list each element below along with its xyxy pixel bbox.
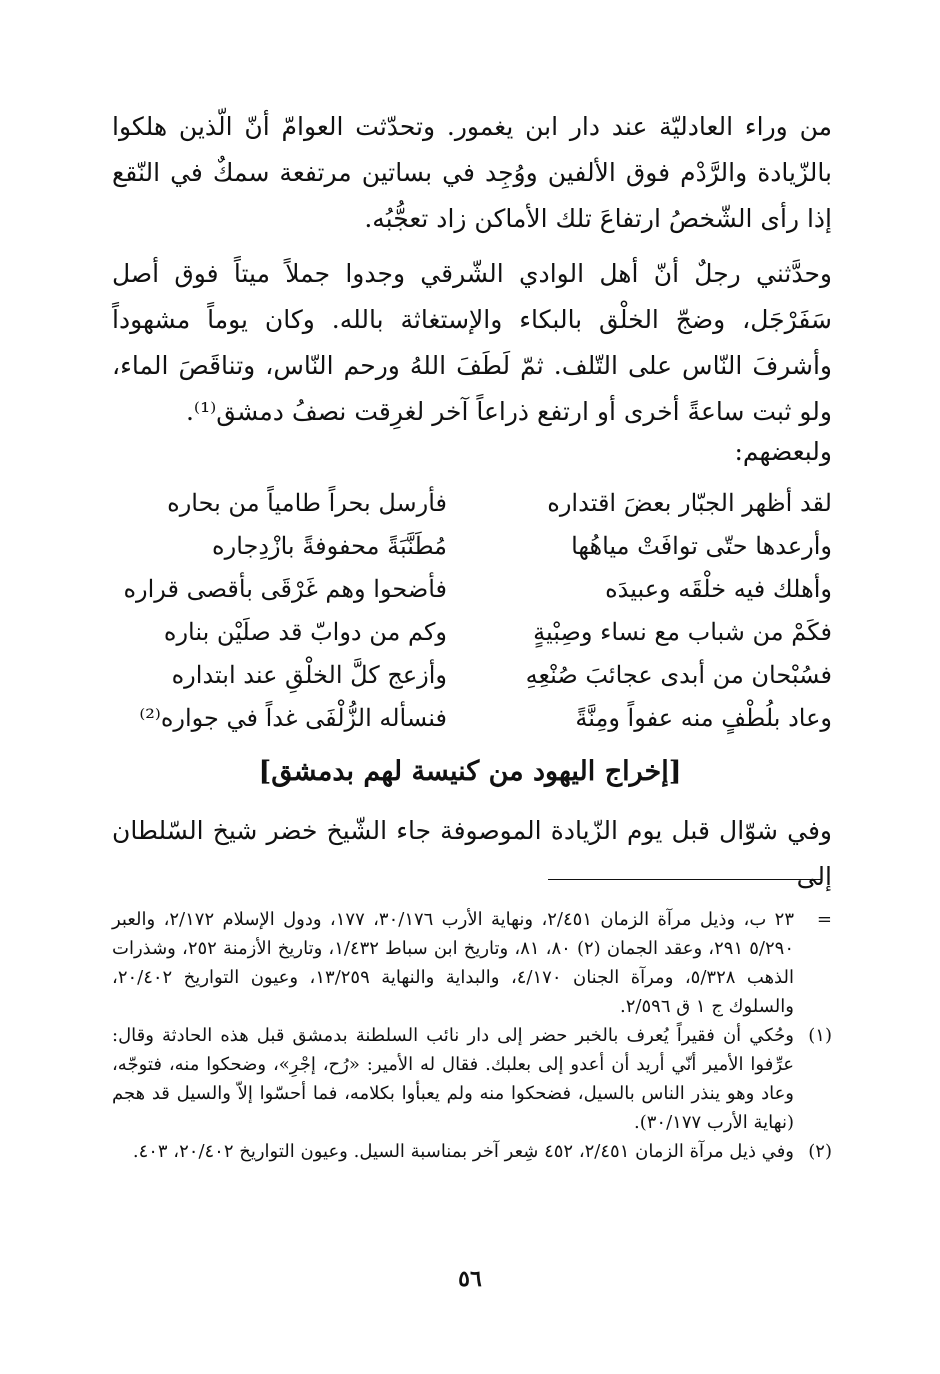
body-paragraph: وحدَّثني رجلٌ أنّ أهل الوادي الشّرقي وجدوا جملاً ميتاً فوق أصل سَفَرْجَل، وضجّ الخلْق بالبكاء والإستغاثة بالله. وكان يوماً مشهوداً وأشرفَ النّاس على التّلف. ثمّ لَطَفَ اللهُ ورحم النّاس، وتناقَصَ الماء، ولو ثبت ساعةً أخرى أو ارتفع ذراعاً آخر لغرِقت نصفُ دمشق⁽¹⁾.: [112, 259, 832, 426]
footnote-marker: (١): [808, 1025, 832, 1046]
poem-verse: [112, 654, 832, 697]
second-hemistich: مُطَنَّبَةً محفوفةً بازْدِجاره: [212, 532, 447, 560]
poem-verse: [112, 525, 832, 568]
body-paragraph: وفي شوّال قبل يوم الزّيادة الموصوفة جاء الشّيخ خضر شيخ السّلطان إلى: [112, 816, 832, 891]
first-hemistich: وعاد بلُطْفٍ منه عفواً ومِنَّةً: [575, 704, 832, 732]
poem-verse: [112, 611, 832, 654]
footnote: [112, 1021, 832, 1137]
poem-verse: [112, 697, 832, 740]
footnote-text: وحُكي أن فقيراً يُعرف بالخبر حضر إلى دار نائب السلطنة بدمشق قبل هذه الحادثة وقال: عرِّفوا الأمير أنّي أريد أن أعدو إلى بعلبك. فقال له الأمير: «رُح، إجْرِ»، وضحكوا منه، فتوجّه، وعاد وهو ينذر الناس بالسيل، فضحكوا منه ولم يعبأوا بكلامه، فما أحسّوا إلاّ والسيل قد هجم (نهاية الأرب ٣٠/١٧٧).: [112, 1025, 795, 1133]
footnote: [112, 1137, 832, 1166]
footnote: [112, 905, 832, 1021]
section-heading: [إخراج اليهود من كنيسة لهم بدمشق]: [258, 756, 682, 787]
first-hemistich: فكَمْ من شباب مع نساء وصِبْيةٍ: [533, 618, 832, 646]
footnote-separator: [548, 879, 822, 880]
second-hemistich: فأضحوا وهم غَرْقَى بأقصى قراره: [123, 575, 447, 603]
first-hemistich: وأهلك فيه خلْقَه وعبيدَه: [605, 575, 832, 603]
poem-verse: [112, 482, 832, 525]
first-hemistich: فسُبْحان من أبدى عجائبَ صُنْعِهِ: [525, 661, 832, 689]
footnote-marker: =: [816, 909, 832, 930]
second-hemistich: وأزعج كلَّ الخلْقِ عند ابتداره: [171, 661, 447, 689]
footnote-text: ٢٣ ب، وذيل مرآة الزمان ٢/٤٥١، ونهاية الأرب ٣٠/١٧٦، ١٧٧، ودول الإسلام ٢/١٧٢، والعبر ٥/٢٩٠ ٢٩١، وعقد الجمان (٢) ٨٠، ٨١، وتاريخ ابن سباط ١/٤٣٢، وتاريخ الأزمنة ٢٥٢، وشذرات الذهب ٥/٣٢٨، ومرآة الجنان ٤/١٧٠، والبداية والنهاية ١٣/٢٥٩، وعيون التواريخ ٢٠/٤٠٢، والسلوك ج ١ ق ٢/٥٩٦.: [112, 909, 795, 1017]
second-hemistich: فأرسل بحراً طامياً من بحاره: [167, 489, 447, 517]
body-paragraph: من وراء العادليّة عند دار ابن يغمور. وتحدّثت العوامّ أنّ الّذين هلكوا بالزّيادة والرَّدْم فوق الألفين ووُجِد في بساتين مرتفعة سمكٌ في النّقع إذا رأى الشّخصُ ارتفاعَ تلك الأماكن زاد تعجُّبُه.: [112, 112, 832, 233]
first-hemistich: وأرعدها حتّى توافَتْ مياهُها: [571, 532, 832, 560]
footnote-text: وفي ذيل مرآة الزمان ٢/٤٥١، ٤٥٢ شِعر آخر بمناسبة السيل. وعيون التواريخ ٢٠/٤٠٢، ٤٠٣.: [132, 1141, 794, 1162]
second-hemistich: وكم من دوابّ قد صلَيْن بناره: [163, 618, 447, 646]
poem: [112, 482, 832, 740]
first-hemistich: لقد أظهر الجبّار بعضَ اقتداره: [547, 489, 832, 517]
page-number: ٥٦: [458, 1266, 482, 1292]
footnotes: [112, 905, 832, 1166]
poem-intro: ولبعضهم:: [734, 437, 832, 466]
poem-verse: [112, 568, 832, 611]
second-hemistich: فنسأله الزُّلْفَى غداً في جواره⁽²⁾: [139, 704, 447, 732]
footnote-marker: (٢): [808, 1141, 832, 1162]
